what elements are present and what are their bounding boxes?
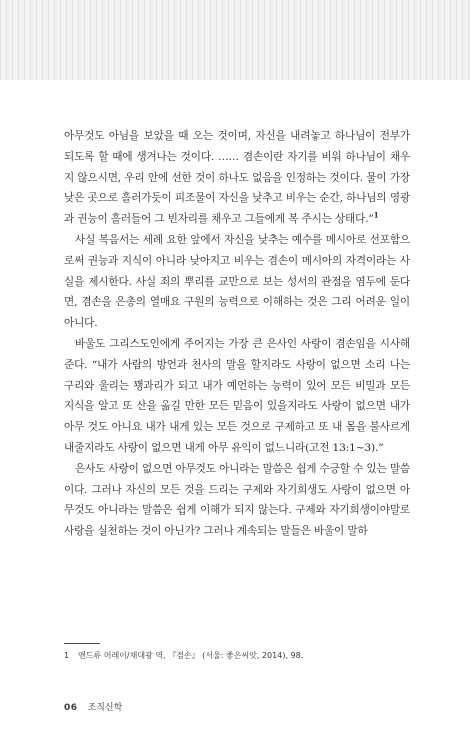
footnote-text: 앤드류 머레이/채대광 역, 『겸손』 (서울: 좋은씨앗, 2014), 98. (78, 651, 304, 660)
body-text (64, 126, 410, 542)
paragraph-2: 사실 복음서는 세례 요한 앞에서 자신을 낮추는 예수를 메시아로 선포함으로써 권능과 지식이 아니라 낮아지고 비우는 겸손이 메시아의 자격이라는 사실을 제시한다. 사실 죄의 뿌리를 교만으로 보는 성서의 관점을 염두에 둔다면, 겸손을 은총의 열매요 구원의 능력으로 이해하는 것은 그리 어려운 일이 아니다. (64, 233, 410, 330)
footnote-divider (64, 643, 100, 644)
footnote (64, 650, 424, 662)
footnote-reference[interactable]: 1 (373, 210, 379, 220)
header-pattern (0, 0, 470, 80)
book-title: 조직신학 (87, 703, 123, 713)
page-footer (64, 700, 122, 713)
page-number: 06 (64, 703, 78, 713)
footnote-number: 1 (64, 651, 70, 660)
paragraph-1: 아무것도 아님을 보았을 때 오는 것이며, 자신을 내려놓고 하나님이 전부가 되도록 할 때에 생겨나는 것이다. …… 겸손이란 자기를 비워 하나님이 채우지 않으시면, 우리 안에 선한 것이 하나도 없음을 인정하는 것이다. 물이 가장 낮은 곳으로 흘러가듯이 피조물이 자신을 낮추고 비우는 순간, 하나님의 영광과 권능이 흘러들어 그 빈자리를 채우고 그들에게 복 주시는 상태다.”$^1$ (64, 130, 410, 226)
paragraph-3: 바울도 그리스도인에게 주어지는 가장 큰 은사인 사랑이 겸손임을 시사해 준다. “내가 사람의 방언과 천사의 말을 할지라도 사랑이 없으면 소리 나는 구리와 울리는 꽹과리가 되고 내가 예언하는 능력이 있어 모든 비밀과 모든 지식을 알고 또 산을 옮길 만한 모든 믿음이 있을지라도 사랑이 없으면 내가 아무 것도 아니요 내가 내게 있는 모든 것으로 구제하고 또 내 몸을 불사르게 내줄지라도 사랑이 없으면 내게 아무 유익이 없느니라(고전 13:1~3).” (64, 337, 410, 454)
paragraph-4: 은사도 사랑이 없으면 아무것도 아니라는 말씀은 쉽게 수긍할 수 있는 말씀이다. 그러나 자신의 모든 것을 드리는 구제와 자기희생도 사랑이 없으면 아무것도 아니라는 말씀은 쉽게 이해가 되지 않는다. 구제와 자기희생이야말로 사랑을 실천하는 것이 아닌가? 그러나 계속되는 말들은 바울이 말하 (64, 462, 410, 538)
